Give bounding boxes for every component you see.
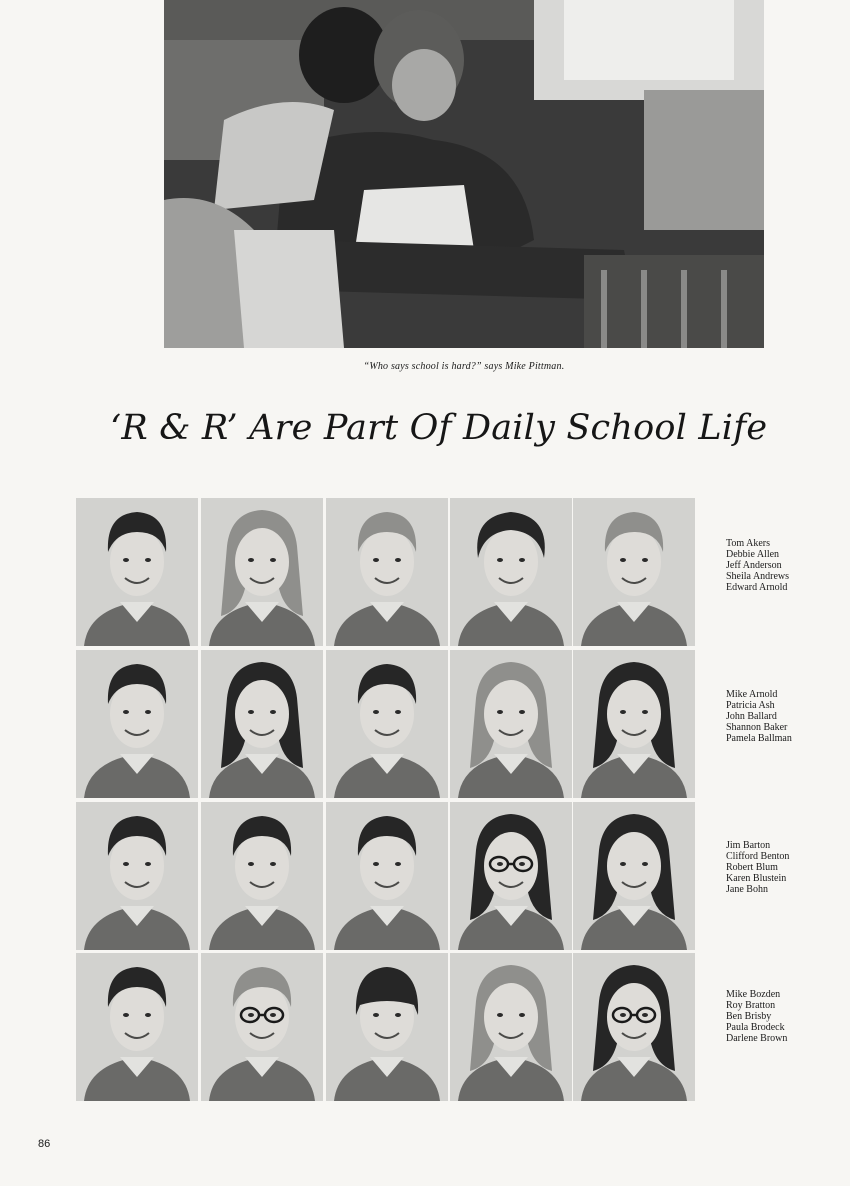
student-portrait (450, 650, 572, 798)
student-name: John Ballard (726, 711, 777, 722)
student-name: Clifford Benton (726, 851, 790, 862)
student-portrait (201, 802, 323, 950)
name-list-row-2 (726, 689, 836, 744)
page-number: 86 (38, 1138, 51, 1150)
student-portrait (76, 802, 198, 950)
student-portrait (201, 650, 323, 798)
student-name: Sheila Andrews (726, 571, 790, 582)
student-portrait (76, 650, 198, 798)
student-portrait (201, 953, 323, 1101)
student-portrait (573, 802, 695, 950)
student-name: Jeff Anderson (726, 560, 782, 571)
student-portrait (326, 802, 448, 950)
student-name: Shannon Baker (726, 722, 788, 733)
student-name: Jane Bohn (726, 884, 768, 895)
portrait-grid (76, 498, 701, 1098)
top-photo (164, 0, 764, 348)
student-name: Mike Arnold (726, 689, 778, 700)
student-name: Ben Brisby (726, 1011, 772, 1022)
student-name: Mike Bozden (726, 989, 781, 1000)
student-name: Pamela Ballman (726, 733, 792, 744)
student-name: Darlene Brown (726, 1033, 788, 1044)
page-headline: ‘R & R’ Are Part Of Daily School Life (110, 408, 768, 448)
student-portrait (76, 953, 198, 1101)
name-list-row-4 (726, 989, 836, 1044)
student-name: Jim Barton (726, 840, 771, 851)
student-portrait (450, 953, 572, 1101)
student-portrait (201, 498, 323, 646)
student-name: Patricia Ash (726, 700, 775, 711)
student-name: Robert Blum (726, 862, 778, 873)
student-name: Paula Brodeck (726, 1022, 785, 1033)
name-list-row-3 (726, 840, 836, 895)
name-list-row-1 (726, 538, 836, 593)
student-portrait (326, 650, 448, 798)
student-name: Karen Blustein (726, 873, 787, 884)
photo-caption: “Who says school is hard?” says Mike Pittman. (363, 361, 565, 372)
student-portrait (326, 953, 448, 1101)
student-portrait (573, 953, 695, 1101)
student-portrait (326, 498, 448, 646)
student-name: Tom Akers (726, 538, 771, 549)
student-name: Debbie Allen (726, 549, 780, 560)
student-portrait (573, 650, 695, 798)
student-name: Roy Bratton (726, 1000, 776, 1011)
student-name: Edward Arnold (726, 582, 788, 593)
student-portrait (573, 498, 695, 646)
student-portrait (76, 498, 198, 646)
student-portrait (450, 498, 572, 646)
classroom-reading-photo (164, 0, 764, 348)
student-portrait (450, 802, 572, 950)
